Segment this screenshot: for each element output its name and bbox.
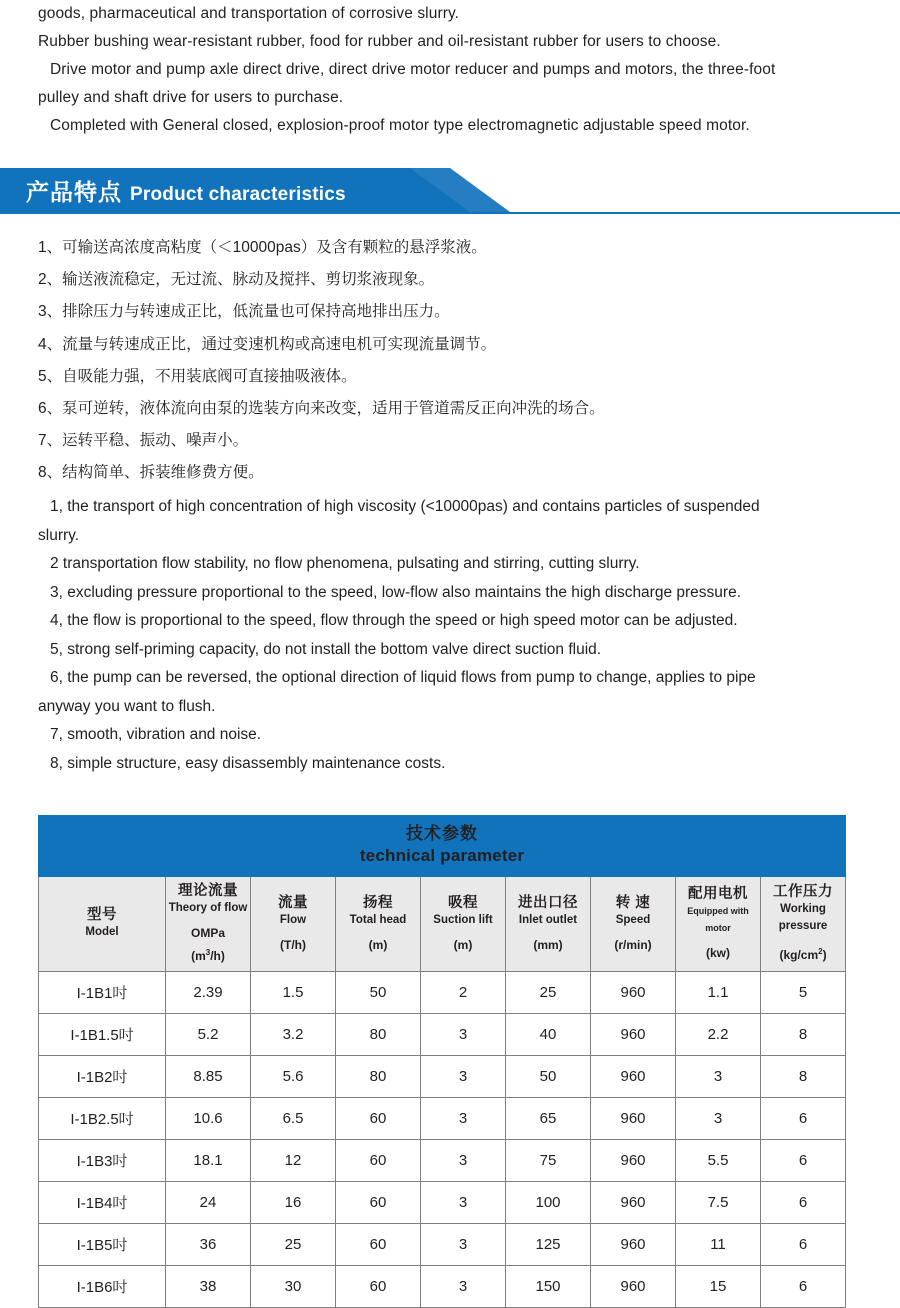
table-cell: 80	[336, 1056, 421, 1098]
feature-item-en: 4, the flow is proportional to the speed, flow through the speed or high speed motor can be adjusted.	[50, 612, 738, 629]
table-title-en: technical parameter	[359, 846, 525, 865]
table-cell: 30	[251, 1266, 336, 1308]
table-cell: 3	[421, 1098, 506, 1140]
feature-item-en: 3, excluding pressure proportional to the speed, low-flow also maintains the high discharge pressure.	[50, 583, 741, 601]
table-cell: 50	[336, 972, 421, 1014]
table-row	[39, 1140, 846, 1182]
table-cell: 5.5	[676, 1140, 761, 1182]
column-header-en: Inlet outlet	[518, 913, 578, 926]
column-header-unit: $(kg/cm^2)$	[779, 947, 827, 962]
table-title-row	[39, 816, 846, 877]
table-cell: 3	[421, 1014, 506, 1056]
table-cell: 5.2	[166, 1014, 251, 1056]
column-header-cn: 扬程	[363, 894, 393, 911]
table-cell: 1.1	[676, 972, 761, 1014]
feature-item-en: slurry.	[38, 526, 80, 544]
table-column-header	[676, 877, 761, 972]
table-row	[39, 972, 846, 1014]
table-cell-model: I-1B2.5吋	[39, 1098, 166, 1140]
feature-item-cn: 4、流量与转速成正比，通过变速机构或高速电机可实现流量调节。	[38, 335, 497, 353]
intro-paragraphs	[38, 0, 868, 140]
table-cell: 60	[336, 1182, 421, 1224]
table-cell: 3	[421, 1224, 506, 1266]
feature-item-cn: 7、运转平稳、振动、噪声小。	[38, 432, 249, 450]
table-cell: 25	[251, 1224, 336, 1266]
intro-line: pulley and shaft drive for users to purchase.	[38, 89, 344, 106]
table-column-header	[251, 877, 336, 972]
table-cell: 36	[166, 1224, 251, 1266]
banner-rule	[0, 212, 900, 214]
table-cell: 75	[506, 1140, 591, 1182]
table-cell: 10.6	[166, 1098, 251, 1140]
table-cell: 960	[591, 1182, 676, 1224]
column-header-en: Model	[85, 926, 119, 938]
banner-title-cn: 产品特点	[26, 179, 122, 205]
table-cell: 6	[761, 1182, 846, 1224]
table-cell: 6	[761, 1098, 846, 1140]
table-cell: 65	[506, 1098, 591, 1140]
table-cell: 960	[591, 1224, 676, 1266]
intro-line: Completed with General closed, explosion-proof motor type electromagnetic adjustable speed motor.	[50, 117, 750, 134]
section-banner	[0, 168, 900, 222]
column-header-cn: 工作压力	[773, 884, 834, 900]
features-list-cn	[38, 232, 868, 490]
table-cell: 60	[336, 1266, 421, 1308]
column-header-cn: 吸程	[448, 894, 478, 911]
table-cell: 60	[336, 1140, 421, 1182]
table-cell: 3.2	[251, 1014, 336, 1056]
column-header-cn: 转 速	[615, 894, 651, 911]
column-header-cn: 进出口径	[518, 894, 578, 911]
table-cell: 11	[676, 1224, 761, 1266]
table-row	[39, 1098, 846, 1140]
table-cell: 960	[591, 1098, 676, 1140]
feature-item-en: 2 transportation flow stability, no flow phenomena, pulsating and stirring, cutting slurry.	[50, 555, 640, 572]
table-column-header	[39, 877, 166, 972]
table-cell: 50	[506, 1056, 591, 1098]
table-cell: 16	[251, 1182, 336, 1224]
feature-item-cn: 1、可输送高浓度高粘度（＜10000pas）及含有颗粒的悬浮浆液。	[38, 239, 487, 256]
table-cell: 8	[761, 1056, 846, 1098]
column-header-en: Speed	[615, 913, 651, 926]
table-cell: 960	[591, 972, 676, 1014]
column-header-unit: (m)	[453, 937, 473, 952]
banner-text	[26, 174, 346, 207]
table-cell: 3	[676, 1056, 761, 1098]
feature-item-en: anyway you want to flush.	[38, 697, 216, 715]
table-cell: 960	[591, 1014, 676, 1056]
table-cell: 40	[506, 1014, 591, 1056]
column-header-unit2: $(m^3/h)$	[191, 948, 225, 963]
table-title-cn: 技术参数	[406, 824, 479, 843]
intro-line: Drive motor and pump axle direct drive, direct drive motor reducer and pumps and motors, the three-foot	[50, 61, 776, 78]
table-row	[39, 1014, 846, 1056]
table-cell-model: I-1B5吋	[39, 1224, 166, 1266]
intro-line: goods, pharmaceutical and transportation of corrosive slurry.	[38, 5, 460, 22]
table-title-cell	[39, 816, 846, 877]
column-header-unit: (T/h)	[280, 937, 306, 952]
table-row	[39, 1056, 846, 1098]
table-cell: 25	[506, 972, 591, 1014]
table-cell: 3	[421, 1266, 506, 1308]
table-cell-model: I-1B1吋	[39, 972, 166, 1014]
table-cell: 60	[336, 1224, 421, 1266]
column-header-en: Total head	[349, 913, 407, 926]
table-header-row	[39, 877, 846, 972]
spec-table-wrap	[38, 815, 845, 1308]
column-header-cn: 配用电机	[688, 886, 748, 902]
feature-item-en: 7, smooth, vibration and noise.	[50, 726, 262, 743]
table-cell: 6	[761, 1224, 846, 1266]
feature-item-cn: 8、结构简单、拆装维修费方便。	[38, 464, 264, 482]
table-cell: 8.85	[166, 1056, 251, 1098]
table-cell: 12	[251, 1140, 336, 1182]
table-cell: 960	[591, 1266, 676, 1308]
table-column-header	[166, 877, 251, 972]
table-cell: 5	[761, 972, 846, 1014]
table-cell: 2.39	[166, 972, 251, 1014]
table-cell: 960	[591, 1140, 676, 1182]
table-cell: 1.5	[251, 972, 336, 1014]
table-cell: 3	[421, 1056, 506, 1098]
spec-table	[38, 815, 846, 1308]
feature-item-cn: 3、排除压力与转速成正比，低流量也可保持高地排出压力。	[38, 303, 450, 321]
column-header-en: Working pressure	[778, 903, 828, 932]
feature-item-en: 8, simple structure, easy disassembly maintenance costs.	[50, 754, 446, 772]
table-column-header	[421, 877, 506, 972]
table-cell: 60	[336, 1098, 421, 1140]
table-cell: 100	[506, 1182, 591, 1224]
feature-item-cn: 2、输送液流稳定，无过流、脉动及搅拌、剪切浆液现象。	[38, 271, 435, 289]
column-header-unit: (m)	[368, 937, 388, 952]
column-header-en: Flow	[279, 913, 307, 926]
table-cell-model: I-1B2吋	[39, 1056, 166, 1098]
table-cell: 960	[591, 1056, 676, 1098]
table-row	[39, 1266, 846, 1308]
feature-item-cn: 6、泵可逆转，液体流向由泵的选装方向来改变，适用于管道需反正向冲洗的场合。	[38, 400, 605, 418]
feature-item-en: 5, strong self-priming capacity, do not install the bottom valve direct suction fluid.	[50, 640, 602, 658]
table-column-header	[336, 877, 421, 972]
table-cell: 18.1	[166, 1140, 251, 1182]
banner-title-en: Product characteristics	[130, 184, 346, 205]
intro-line: Rubber bushing wear-resistant rubber, food for rubber and oil-resistant rubber for users to choose.	[38, 33, 721, 50]
table-cell: 6.5	[251, 1098, 336, 1140]
column-header-unit: OMPa	[190, 926, 225, 940]
table-cell-model: I-1B3吋	[39, 1140, 166, 1182]
column-header-unit: (kw)	[706, 946, 730, 960]
table-cell: 2	[421, 972, 506, 1014]
table-cell: 7.5	[676, 1182, 761, 1224]
table-cell: 3	[421, 1182, 506, 1224]
table-cell: 8	[761, 1014, 846, 1056]
table-row	[39, 1182, 846, 1224]
column-header-cn: 型号	[87, 907, 117, 923]
table-body	[39, 972, 846, 1308]
table-cell: 15	[676, 1266, 761, 1308]
feature-item-cn: 5、自吸能力强，不用装底阀可直接抽吸液体。	[38, 367, 357, 385]
column-header-unit: (mm)	[533, 937, 563, 952]
table-cell: 3	[421, 1140, 506, 1182]
table-row	[39, 1224, 846, 1266]
table-cell: 80	[336, 1014, 421, 1056]
table-cell-model: I-1B6吋	[39, 1266, 166, 1308]
table-cell-model: I-1B4吋	[39, 1182, 166, 1224]
table-cell: 125	[506, 1224, 591, 1266]
table-cell: 6	[761, 1266, 846, 1308]
table-cell: 150	[506, 1266, 591, 1308]
table-cell: 5.6	[251, 1056, 336, 1098]
column-header-unit: (r/min)	[614, 937, 652, 952]
table-cell: 38	[166, 1266, 251, 1308]
column-header-en: Suction lift	[433, 913, 493, 926]
table-column-header	[591, 877, 676, 972]
table-cell: 2.2	[676, 1014, 761, 1056]
table-cell: 3	[676, 1098, 761, 1140]
table-cell: 24	[166, 1182, 251, 1224]
column-header-cn: 流量	[278, 894, 308, 911]
column-header-en: Theory of flow	[168, 902, 248, 914]
feature-item-en: 1, the transport of high concentration of high viscosity (<10000pas) and contains particles of suspended	[50, 498, 760, 515]
feature-item-en: 6, the pump can be reversed, the optional direction of liquid flows from pump to change, applies to pipe	[50, 669, 756, 686]
column-header-en: Equipped with motor	[687, 906, 749, 933]
table-cell: 6	[761, 1140, 846, 1182]
table-column-header	[761, 877, 846, 972]
features-list-en	[38, 493, 868, 778]
table-cell-model: I-1B1.5吋	[39, 1014, 166, 1056]
table-column-header	[506, 877, 591, 972]
column-header-cn: 理论流量	[178, 883, 238, 899]
